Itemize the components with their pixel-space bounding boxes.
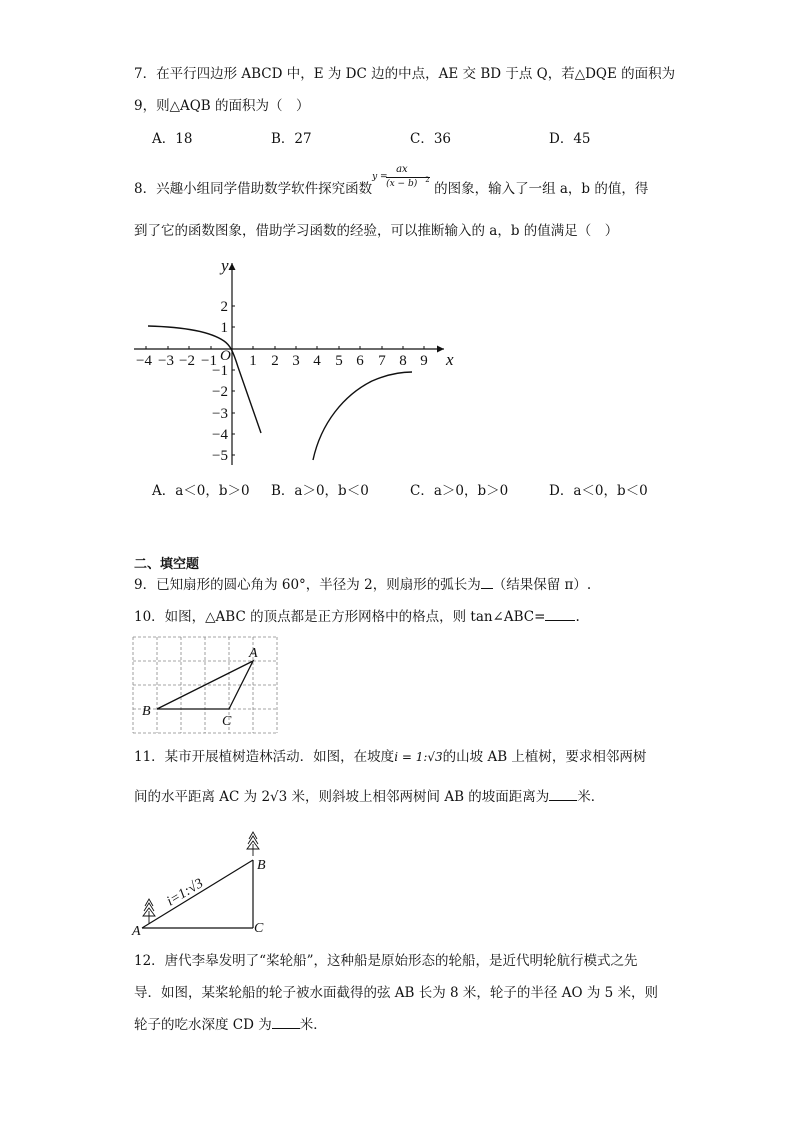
q12-line3-pre: 轮子的吃水深度 CD 为 [134, 1017, 272, 1033]
q12-answer-blank[interactable] [272, 1028, 300, 1029]
q8-option-b: B．a＞0，b＜0 [271, 483, 369, 499]
slope-label: i=1:√3 [164, 876, 207, 910]
x-tick-label: 7 [378, 353, 386, 369]
vertex-label-b: B [142, 704, 151, 719]
q8-option-c: C．a＞0，b＞0 [410, 483, 509, 499]
q8-formula-exp: 2 [425, 176, 430, 184]
y-tick-label: 2 [220, 299, 228, 315]
q8-line2: 到了它的函数图象，借助学习函数的经验，可以推断输入的 a，b 的值满足（ ） [134, 223, 619, 239]
y-axis-label: y [221, 256, 229, 275]
q8-line1-pre: 8．兴趣小组同学借助数学软件探究函数 [134, 181, 373, 197]
vertex-label-c: C [254, 921, 264, 936]
q11-answer-blank[interactable] [549, 800, 577, 801]
x-tick-label: 6 [356, 353, 364, 369]
tree-icon [247, 832, 259, 856]
x-tick-label: −2 [179, 353, 195, 369]
x-tick-label: −4 [136, 353, 152, 369]
vertex-label-a: A [249, 646, 258, 661]
y-tick-label: −3 [212, 406, 228, 422]
q9-answer-blank[interactable] [481, 588, 493, 589]
x-tick-label: −1 [201, 353, 217, 369]
q8-formula-num: ax [396, 164, 408, 175]
x-tick-label: 2 [271, 353, 279, 369]
q7-option-c: C．36 [410, 131, 452, 147]
x-tick-label: 1 [249, 353, 257, 369]
q7-option-b: B．27 [271, 131, 312, 147]
q8-function-graph [126, 255, 466, 470]
y-tick-labels [212, 299, 228, 464]
q7-option-a: A．18 [152, 131, 193, 147]
q8-option-a: A．a＜0，b＞0 [152, 483, 250, 499]
q8-line1-post: 的图象，输入了一组 a，b 的值，得 [434, 181, 649, 197]
vertex-label-c: C [222, 714, 232, 729]
x-tick-label: 4 [313, 353, 321, 369]
q7-option-d: D．45 [549, 131, 591, 147]
x-tick-labels [136, 353, 428, 369]
q10-grid-figure [132, 636, 280, 736]
y-tick-label: −4 [212, 427, 228, 443]
q11-line1 [134, 751, 646, 765]
y-tick-label: −2 [212, 384, 228, 400]
q11-line1-pre: 11．某市开展植树造林活动．如图，在坡度 [134, 749, 395, 765]
x-tick-label: 5 [335, 353, 343, 369]
x-tick-label: 9 [420, 353, 428, 369]
q7-line1: 7．在平行四边形 ABCD 中，E 为 DC 边的中点，AE 交 BD 于点 Q，若△DQE 的面积为 [134, 66, 676, 82]
vertex-label-b: B [257, 858, 266, 873]
q12-line1: 12．唐代李皋发明了“桨轮船”，这种船是原始形态的轮船，是近代明轮航行模式之先 [134, 953, 638, 969]
q11-slope-text: i = 1:√3 [394, 750, 443, 764]
y-tick-label: −1 [212, 363, 228, 379]
q10-text-post: . [575, 609, 580, 625]
x-tick-label: −3 [158, 353, 174, 369]
q8-formula-lhs: y = [372, 172, 388, 182]
q11-line2-pre: 间的水平距离 AC 为 2√3 米，则斜坡上相邻两树间 AB 的坡面距离为 [134, 789, 550, 805]
q9-line [134, 579, 591, 593]
q9-text-pre: 9．已知扇形的圆心角为 60°，半径为 2，则扇形的弧长为 [134, 577, 481, 593]
q11-slope-figure [130, 822, 280, 937]
q11-line1-post: 的山坡 AB 上植树，要求相邻两树 [442, 749, 647, 765]
q8-formula-bar [386, 177, 430, 178]
q11-line2 [134, 791, 604, 805]
q10-text-pre: 10．如图，△ABC 的顶点都是正方形网格中的格点，则 tan∠ABC= [134, 609, 546, 625]
q12-line3 [134, 1019, 327, 1033]
tick-marks [146, 306, 424, 455]
q8-line1 [134, 164, 649, 197]
section-title: 二、填空题 [134, 557, 200, 572]
q8-option-d: D．a＜0，b＜0 [549, 483, 648, 499]
curve-right-branch [313, 372, 412, 460]
q11-line2-post: 米． [577, 789, 605, 805]
x-tick-label: 8 [399, 353, 407, 369]
q7-line2: 9，则△AQB 的面积为（ ） [134, 98, 310, 114]
y-tick-label: −5 [212, 448, 228, 464]
q9-text-post: （结果保留 π）. [492, 577, 592, 593]
q12-line3-post: 米． [299, 1017, 327, 1033]
q10-answer-blank[interactable] [545, 620, 575, 621]
x-tick-label: 3 [292, 353, 300, 369]
q12-line2: 导．如图，某桨轮船的轮子被水面截得的弦 AB 长为 8 米，轮子的半径 AO 为 5 米，则 [134, 985, 658, 1001]
tree-icon [143, 899, 155, 924]
q10-line [134, 611, 580, 625]
x-axis-label: x [446, 350, 454, 369]
q8-formula [372, 164, 434, 193]
q8-formula-den: (x − b) [386, 179, 418, 189]
origin-label: O [220, 348, 231, 364]
curve-left-branch [148, 326, 261, 433]
vertex-label-a: A [132, 924, 141, 937]
y-tick-label: 1 [220, 320, 228, 336]
